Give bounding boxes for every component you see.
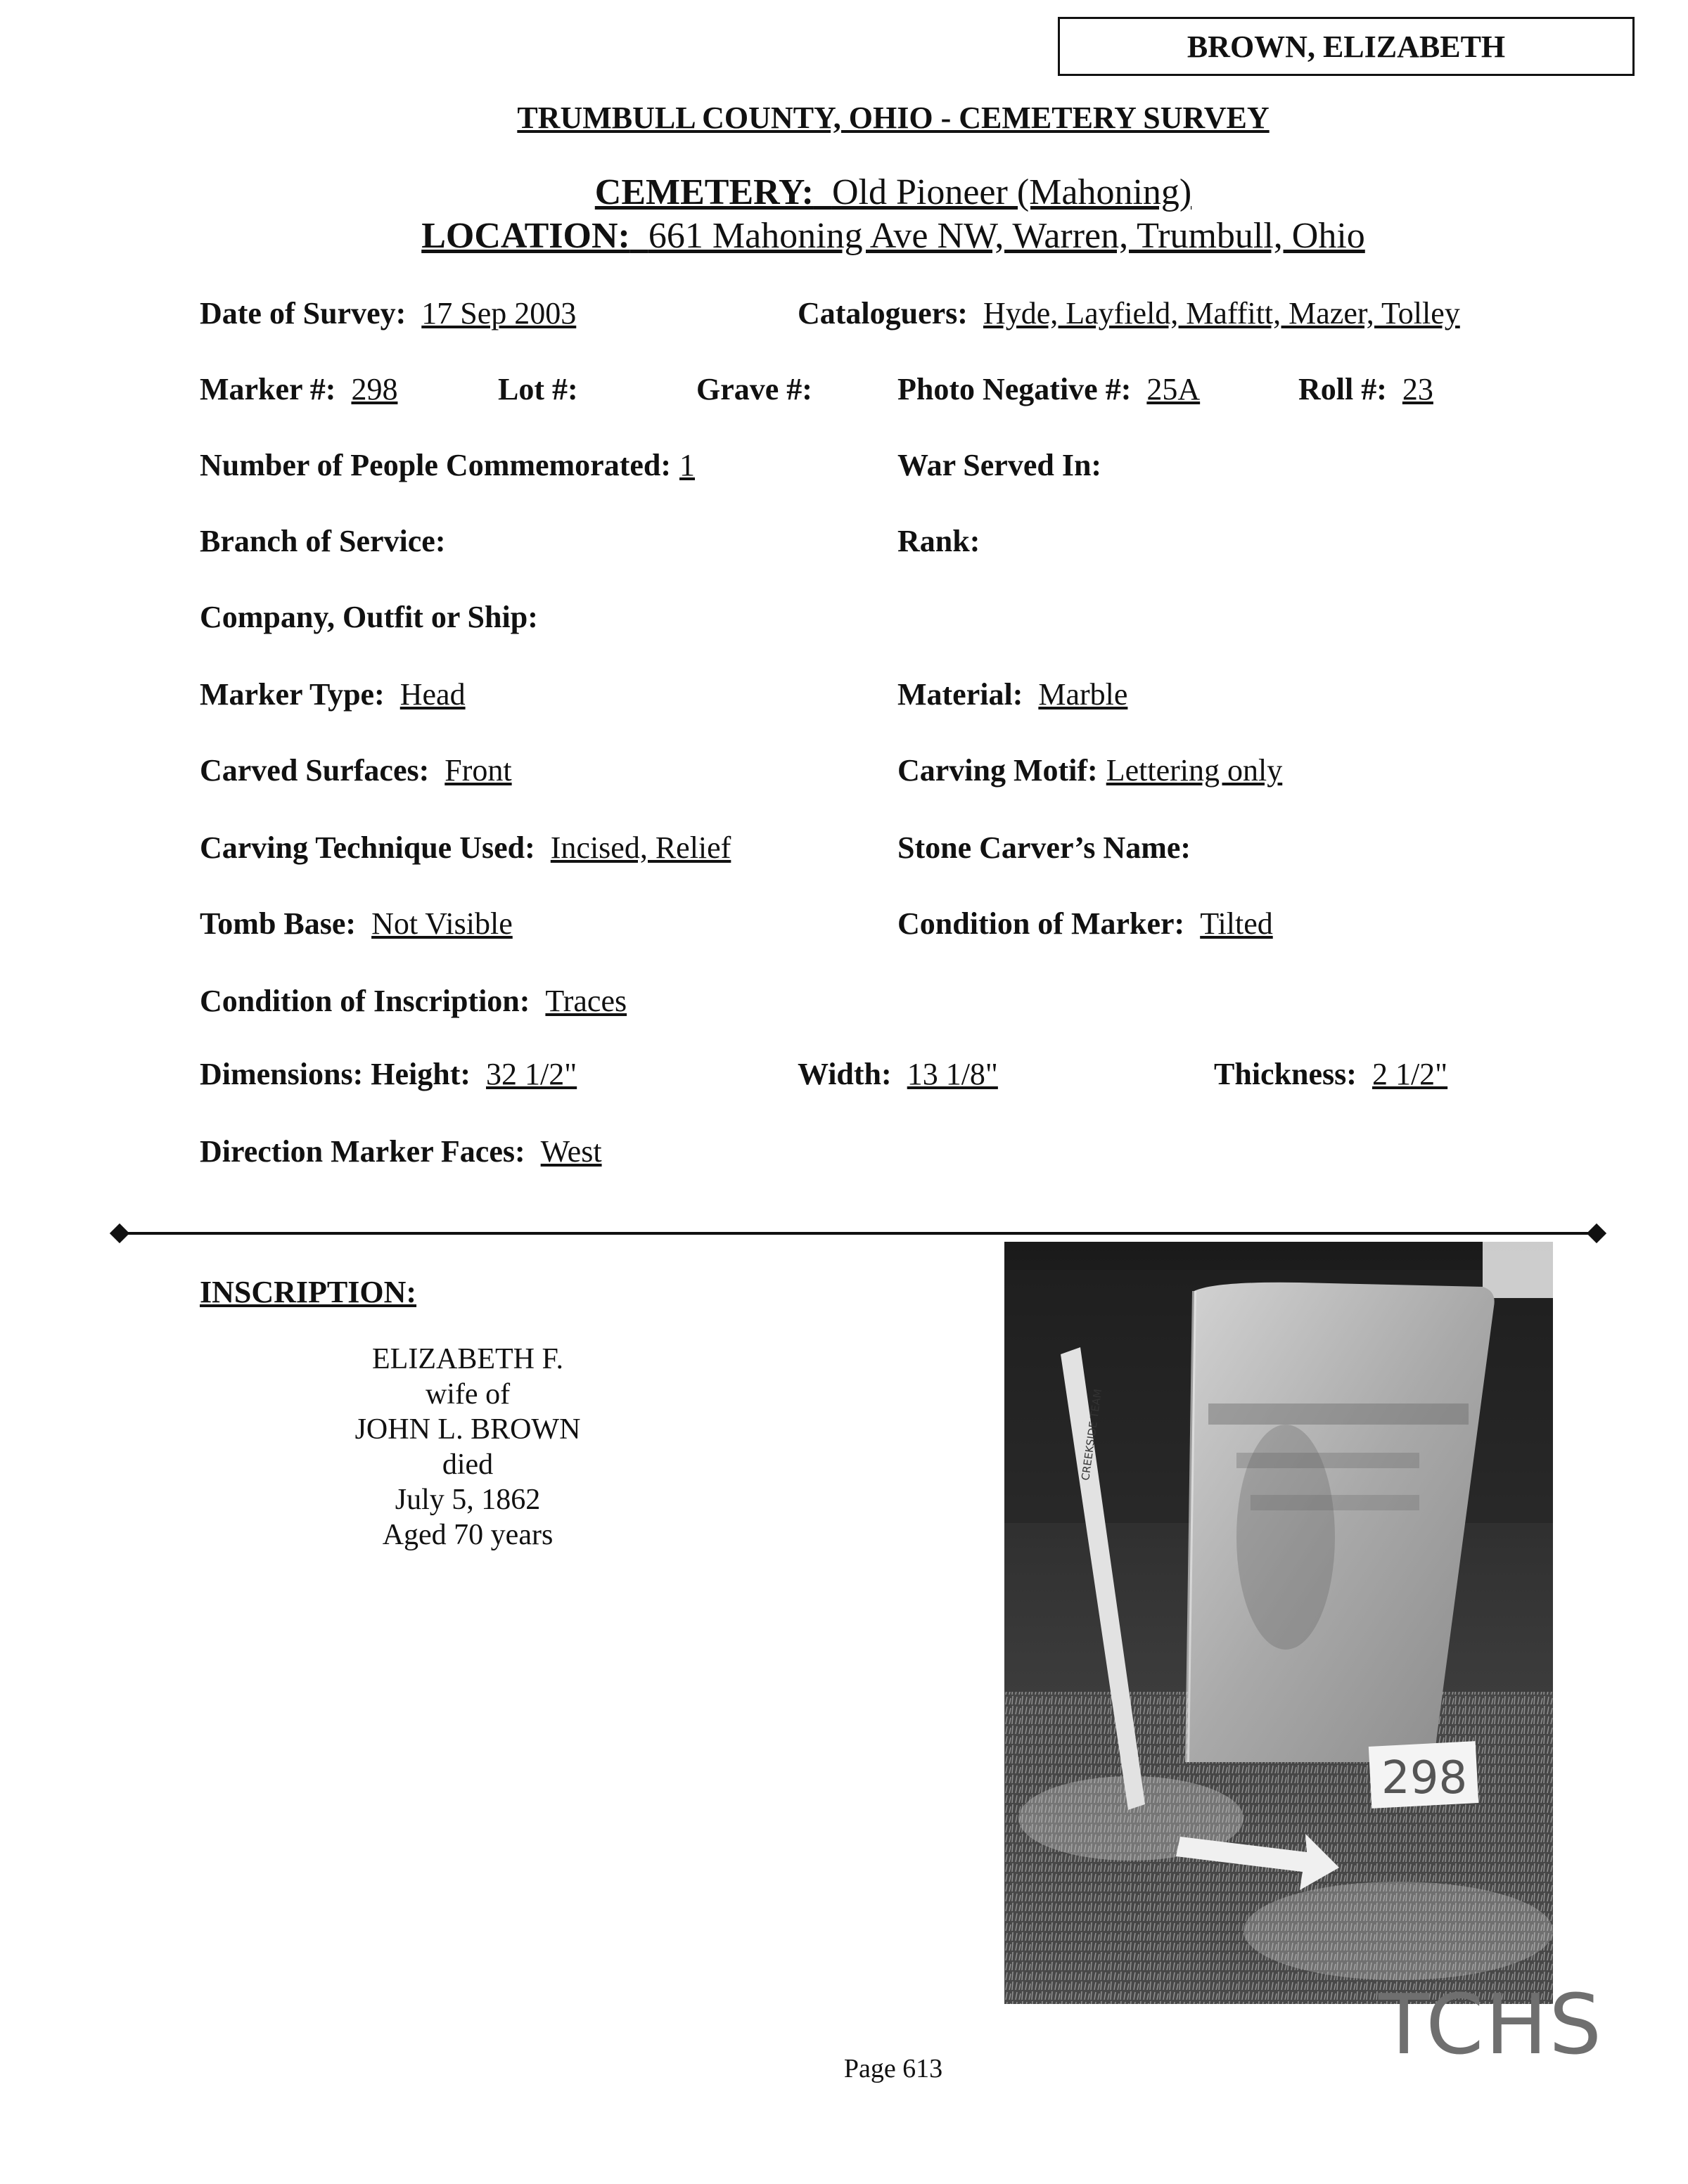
branch-of-service-label: Branch of Service: <box>200 524 446 558</box>
dimensions-thickness-field <box>1214 1056 1447 1092</box>
carving-technique-field <box>200 830 731 866</box>
cataloguers-label: Cataloguers: <box>798 296 968 330</box>
marker-type-field <box>200 676 466 712</box>
material-label: Material: <box>897 677 1023 712</box>
stone-carver-field <box>897 830 1206 866</box>
carved-surfaces-field <box>200 752 512 788</box>
carving-motif-field <box>897 752 1282 788</box>
direction-label: Direction Marker Faces: <box>200 1134 525 1169</box>
inscription-line: Aged 70 years <box>382 1519 554 1551</box>
material-field <box>897 676 1127 712</box>
tomb-base-value: Not Visible <box>371 906 513 941</box>
location-label: LOCATION: <box>421 216 630 256</box>
condition-marker-field <box>897 906 1273 942</box>
survey-title: TRUMBULL COUNTY, OHIO - CEMETERY SURVEY <box>517 101 1270 135</box>
inscription-line: died <box>442 1448 494 1481</box>
photo-negative-field <box>897 371 1200 407</box>
tomb-base-field <box>200 906 513 942</box>
dimensions-thickness-label: Thickness: <box>1214 1057 1357 1091</box>
cataloguers-field <box>798 295 1460 331</box>
dimensions-height-label: Dimensions: Height: <box>200 1057 471 1091</box>
rank-label: Rank: <box>897 524 980 558</box>
grave-number-field <box>696 371 828 407</box>
location-line <box>0 215 1688 257</box>
people-commemorated-value: 1 <box>679 448 696 482</box>
record-name-box <box>1058 17 1635 76</box>
photo-negative-value: 25A <box>1146 372 1201 406</box>
section-divider <box>118 1232 1595 1235</box>
gravestone-photo-image <box>1004 1242 1553 2004</box>
date-of-survey-field <box>200 295 576 331</box>
stone-carver-label: Stone Carver’s Name: <box>897 830 1191 865</box>
roll-number-label: Roll #: <box>1298 372 1387 406</box>
marker-type-value: Head <box>399 677 466 712</box>
lot-number-field <box>498 371 594 407</box>
marker-number-value: 298 <box>351 372 398 406</box>
company-field <box>200 599 554 635</box>
cataloguers-value: Hyde, Layfield, Maffitt, Mazer, Tolley <box>983 296 1460 330</box>
cemetery-label: CEMETERY: <box>594 172 814 212</box>
war-served-field <box>897 447 1117 483</box>
marker-number-label: Marker #: <box>200 372 336 406</box>
carving-motif-label: Carving Motif: <box>897 753 1098 788</box>
inscription-line: July 5, 1862 <box>395 1484 541 1516</box>
marker-tag-text: 298 <box>1381 1752 1468 1804</box>
marker-type-label: Marker Type: <box>200 677 385 712</box>
inscription-line: JOHN L. BROWN <box>354 1413 581 1446</box>
tchs-watermark: TCHS <box>1379 1976 1604 2073</box>
inscription-line: ELIZABETH F. <box>372 1343 563 1375</box>
dimensions-thickness-value: 2 1/2" <box>1372 1057 1448 1091</box>
dimensions-width-value: 13 1/8" <box>907 1057 998 1091</box>
divider-diamond-right <box>1587 1223 1606 1243</box>
inscription-line: wife of <box>425 1378 511 1411</box>
condition-marker-label: Condition of Marker: <box>897 906 1185 941</box>
material-value: Marble <box>1038 677 1128 712</box>
divider-diamond-left <box>110 1223 129 1243</box>
date-of-survey-value: 17 Sep 2003 <box>421 296 577 330</box>
direction-field <box>200 1133 602 1169</box>
roll-number-field <box>1298 371 1433 407</box>
marker-number-tag <box>1369 1741 1478 1809</box>
people-commemorated-label: Number of People Commemorated: <box>200 448 672 482</box>
tomb-base-label: Tomb Base: <box>200 906 357 941</box>
lot-number-label: Lot #: <box>498 372 578 406</box>
rod-lettering: CREEKSIDE TEAM <box>1079 1388 1105 1482</box>
rank-field <box>897 523 995 559</box>
cemetery-value: Old Pioneer (Mahoning) <box>831 172 1192 212</box>
carving-technique-label: Carving Technique Used: <box>200 830 535 865</box>
marker-number-field <box>200 371 397 407</box>
condition-inscription-value: Traces <box>545 984 627 1018</box>
gravestone-photo <box>1004 1242 1553 2004</box>
carved-surfaces-label: Carved Surfaces: <box>200 753 430 788</box>
carved-surfaces-value: Front <box>445 753 512 788</box>
branch-of-service-field <box>200 523 461 559</box>
company-label: Company, Outfit or Ship: <box>200 600 538 634</box>
condition-inscription-field <box>200 983 627 1019</box>
inscription-text <box>281 1342 654 1553</box>
cemetery-line <box>0 172 1688 213</box>
photo-negative-label: Photo Negative #: <box>897 372 1132 406</box>
dimensions-height-field <box>200 1056 577 1092</box>
war-served-label: War Served In: <box>897 448 1102 482</box>
page-number: Page 613 <box>843 2054 943 2083</box>
date-of-survey-label: Date of Survey: <box>200 296 407 330</box>
condition-inscription-label: Condition of Inscription: <box>200 984 530 1018</box>
direction-value: West <box>540 1134 602 1169</box>
record-name: BROWN, ELIZABETH <box>1187 29 1506 64</box>
location-value: 661 Mahoning Ave NW, Warren, Trumbull, Ohio <box>648 216 1365 256</box>
carving-motif-value: Lettering only <box>1106 753 1283 788</box>
dimensions-height-value: 32 1/2" <box>486 1057 577 1091</box>
inscription-heading: INSCRIPTION: <box>200 1275 417 1309</box>
people-commemorated-field <box>200 447 695 483</box>
grave-number-label: Grave #: <box>696 372 812 406</box>
dimensions-width-label: Width: <box>798 1057 892 1091</box>
condition-marker-value: Tilted <box>1200 906 1273 941</box>
carving-technique-value: Incised, Relief <box>550 830 731 865</box>
roll-number-value: 23 <box>1402 372 1433 406</box>
dimensions-width-field <box>798 1056 998 1092</box>
